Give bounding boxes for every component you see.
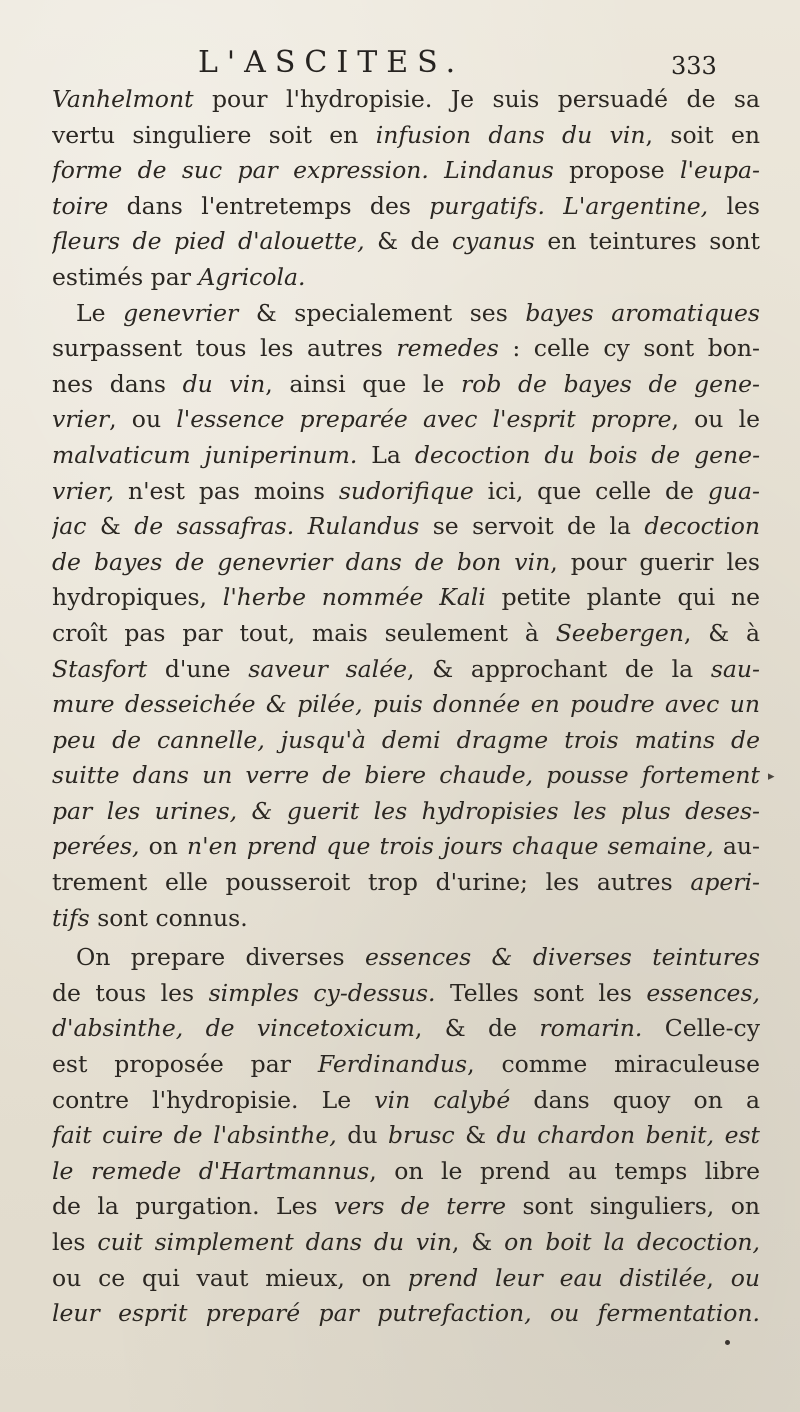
roman-text: sont singuliers, on xyxy=(506,1192,760,1221)
roman-text: est proposée par xyxy=(52,1050,318,1079)
roman-text: Telles sont les xyxy=(435,978,647,1007)
roman-text: sont connus. xyxy=(89,903,248,932)
italic-text: purgatifs. L'argentine, xyxy=(429,191,709,220)
italic-text: Seebergen xyxy=(555,618,684,647)
roman-text: , & à xyxy=(683,618,760,647)
italic-text: leur esprit preparé par putrefaction, ou fermentation. xyxy=(52,1299,760,1328)
text-line xyxy=(52,545,760,581)
italic-text: romarin. xyxy=(539,1014,643,1043)
text-line xyxy=(52,940,760,976)
italic-text: Vanhelmont xyxy=(52,85,194,113)
roman-text: , comme miraculeuse xyxy=(467,1050,760,1079)
running-head xyxy=(0,42,800,82)
margin-mark: ▸ xyxy=(768,769,775,784)
italic-text: n'en prend que trois jours chaque semaine, xyxy=(187,832,714,861)
italic-text: mure desseichée & pilée, puis donnée en poudre avec un xyxy=(52,690,760,719)
italic-text: essences, xyxy=(646,978,760,1007)
italic-text: tifs xyxy=(52,903,90,932)
italic-text: fleurs de pied d'alouette, xyxy=(52,227,365,256)
roman-text: , on le prend au temps libre xyxy=(369,1156,760,1185)
roman-text: Le xyxy=(76,298,124,327)
italic-text: vers de terre xyxy=(333,1192,507,1221)
roman-text: les xyxy=(708,191,760,220)
italic-text: du vin xyxy=(182,369,266,398)
text-line xyxy=(52,1083,760,1119)
italic-text: par les urines, & guerit les hydropisies les plus deses- xyxy=(52,796,760,825)
italic-text: du chardon benit, est xyxy=(496,1121,760,1150)
text-line xyxy=(52,616,760,652)
roman-text: propose xyxy=(553,156,680,185)
italic-text: gua- xyxy=(707,476,760,505)
italic-text: Stasfort xyxy=(52,654,148,683)
italic-text: vrier, xyxy=(52,476,115,505)
roman-text: , ou le xyxy=(671,405,760,434)
roman-text: trement elle pousseroit trop d'urine; les autres xyxy=(52,868,691,897)
roman-text: ou ce qui vaut mieux, on xyxy=(52,1263,408,1292)
italic-text: saveur salée xyxy=(248,654,408,683)
running-title: L'ASCITES. xyxy=(198,45,465,80)
roman-text: , ainsi que le xyxy=(265,369,461,398)
italic-text: vin calybé xyxy=(374,1085,511,1114)
italic-text: brusc xyxy=(387,1121,455,1150)
roman-text: croît pas par tout, mais seulement à xyxy=(52,618,556,647)
roman-text: hydropiques, xyxy=(52,583,223,612)
text-line xyxy=(52,260,760,296)
roman-text: dans l'entretemps des xyxy=(108,191,430,220)
text-line xyxy=(52,1118,760,1154)
italic-text: Ferdinandus xyxy=(317,1050,468,1079)
roman-text: d'une xyxy=(147,654,249,683)
italic-text: suitte dans un verre de biere chaude, pousse fortement xyxy=(52,761,760,790)
text-line xyxy=(52,153,760,189)
roman-text: , ou xyxy=(109,405,177,434)
text-line xyxy=(52,367,760,403)
italic-text: l'essence preparée avec l'esprit propre xyxy=(176,405,672,434)
italic-text: decoction du bois de gene- xyxy=(414,440,760,469)
italic-text: jac xyxy=(52,512,87,541)
italic-text: simples cy-dessus. xyxy=(208,978,436,1007)
text-line xyxy=(52,580,760,616)
roman-text: pour l'hydropisie. Je suis persuadé de sa xyxy=(193,85,760,113)
roman-text: & xyxy=(86,512,135,541)
text-line xyxy=(52,82,760,118)
text-line xyxy=(52,1154,760,1190)
text-line xyxy=(52,1011,760,1047)
italic-text: bayes aromatiques xyxy=(525,298,760,327)
italic-text: malvaticum juniperinum. xyxy=(52,440,358,469)
italic-text: cuit simplement dans du vin xyxy=(97,1228,452,1256)
roman-text: du xyxy=(336,1121,388,1150)
text-line xyxy=(52,1261,760,1297)
roman-text: , & xyxy=(451,1228,505,1256)
italic-text: sudorifique xyxy=(338,476,474,505)
body-text xyxy=(52,82,760,1332)
italic-text: remedes xyxy=(396,334,499,363)
text-line xyxy=(52,1189,760,1225)
italic-text: de bayes de genevrier dans de bon vin xyxy=(52,547,551,576)
text-line xyxy=(52,189,760,225)
italic-text: genevrier xyxy=(123,298,239,327)
text-line xyxy=(52,509,760,545)
roman-text: , xyxy=(706,1263,731,1292)
roman-text: de la purgation. Les xyxy=(52,1192,334,1221)
roman-text: & specialement ses xyxy=(238,298,526,327)
italic-text: d'absinthe, de vincetoxicum xyxy=(52,1014,415,1043)
text-line xyxy=(52,976,760,1012)
roman-text: & xyxy=(454,1121,497,1150)
roman-text: , & approchant de la xyxy=(407,654,711,683)
italic-text: toire xyxy=(52,191,109,220)
italic-text: l'herbe nommée Kali xyxy=(222,583,486,612)
text-line xyxy=(52,1225,760,1261)
roman-text: & de xyxy=(364,227,453,256)
roman-text: au- xyxy=(713,832,760,861)
text-line xyxy=(52,438,760,474)
text-line xyxy=(52,652,760,688)
text-line xyxy=(52,758,760,794)
italic-text: perées, xyxy=(52,832,140,861)
text-line xyxy=(52,1296,760,1332)
roman-text: : celle cy sont bon- xyxy=(498,334,760,363)
italic-text: vrier xyxy=(52,405,110,434)
italic-text: prend leur eau distilée xyxy=(407,1263,707,1292)
text-line xyxy=(52,865,760,901)
roman-text: , soit en xyxy=(645,120,760,149)
text-line xyxy=(52,402,760,438)
roman-text: estimés par xyxy=(52,262,199,291)
roman-text: les xyxy=(52,1228,98,1256)
text-line xyxy=(52,224,760,260)
paper-speck xyxy=(725,1340,730,1345)
italic-text: de sassafras. Rulandus xyxy=(134,512,420,541)
italic-text: decoction xyxy=(644,512,760,541)
roman-text: n'est pas moins xyxy=(114,476,339,505)
italic-text: essences & diverses teintures xyxy=(364,943,760,972)
italic-text: forme de suc par expression. Lindanus xyxy=(52,156,554,185)
italic-text: peu de cannelle, jusqu'à demi dragme trois matins de xyxy=(52,725,760,754)
roman-text: on xyxy=(139,832,188,861)
italic-text: fait cuire de l'absinthe, xyxy=(52,1121,337,1150)
roman-text: , & de xyxy=(414,1014,540,1043)
roman-text: La xyxy=(357,440,415,469)
italic-text: cyanus xyxy=(452,227,535,256)
italic-text: rob de bayes de gene- xyxy=(460,369,760,398)
roman-text: Celle-cy xyxy=(642,1014,760,1043)
text-line xyxy=(52,723,760,759)
roman-text: , pour guerir les xyxy=(550,547,760,576)
roman-text: nes dans xyxy=(52,369,183,398)
italic-text: sau- xyxy=(710,654,760,683)
text-line xyxy=(52,829,760,865)
text-line xyxy=(52,1047,760,1083)
roman-text: en teintures sont xyxy=(534,227,760,256)
roman-text: On prepare diverses xyxy=(76,943,365,972)
italic-text: le remede d'Hartmannus xyxy=(52,1156,370,1185)
roman-text: petite plante qui ne xyxy=(485,583,760,612)
text-line xyxy=(52,474,760,510)
italic-text: l'eupa- xyxy=(679,156,760,185)
text-line xyxy=(52,687,760,723)
text-line xyxy=(52,901,760,937)
text-line xyxy=(52,296,760,332)
roman-text: vertu singuliere soit en xyxy=(52,120,376,149)
roman-text: se servoit de la xyxy=(419,512,645,541)
italic-text: ou xyxy=(730,1263,760,1292)
italic-text: aperi- xyxy=(690,868,760,897)
roman-text: de tous les xyxy=(52,978,209,1007)
text-line xyxy=(52,118,760,154)
italic-text: infusion dans du vin xyxy=(375,120,646,149)
roman-text: contre l'hydropisie. Le xyxy=(52,1085,375,1114)
text-line xyxy=(52,794,760,830)
italic-text: Agricola. xyxy=(198,262,306,291)
roman-text: dans quoy on a xyxy=(510,1085,760,1114)
roman-text: ici, que celle de xyxy=(473,476,708,505)
italic-text: on boit la decoction, xyxy=(504,1228,760,1256)
roman-text: surpassent tous les autres xyxy=(52,334,397,363)
text-line xyxy=(52,331,760,367)
page-number: 333 xyxy=(671,52,717,80)
